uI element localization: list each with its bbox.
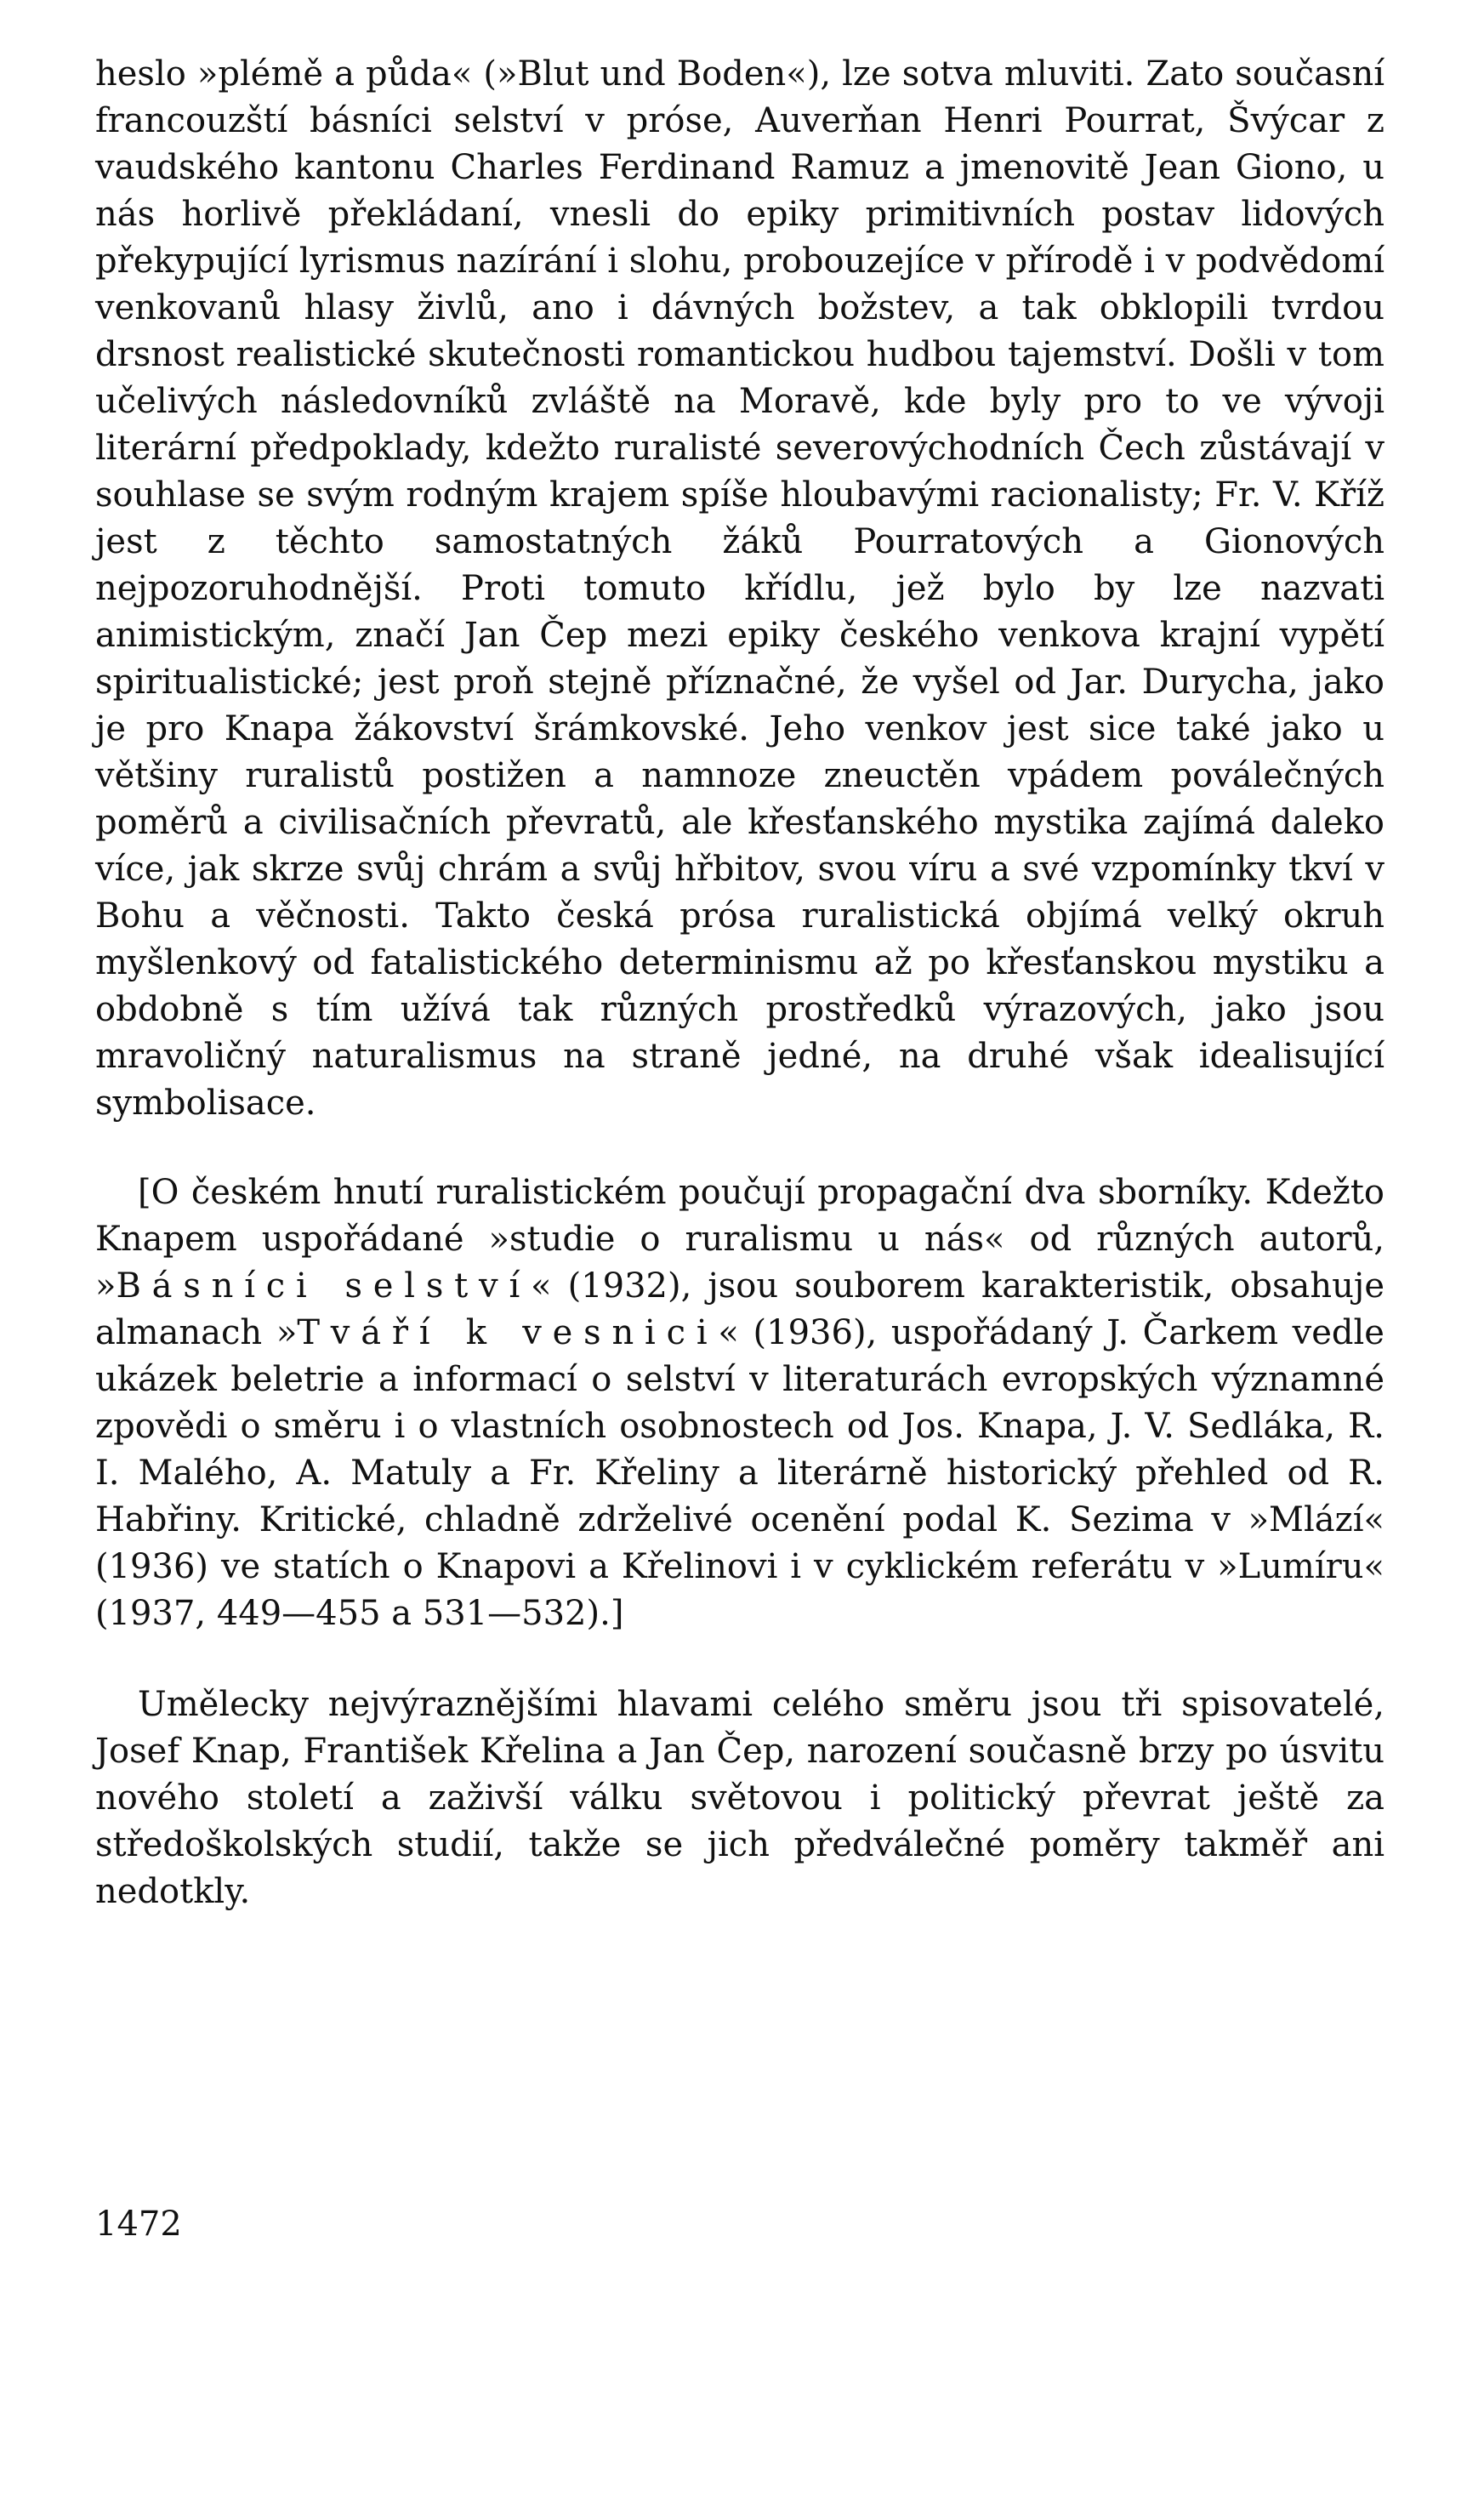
paragraph-bibliography-note — [95, 1169, 1384, 1637]
paragraph-three-writers: Umělecky nejvýraznějšími hlavami celého směru jsou tři spisovatelé, Josef Knap, František Křelina a Jan Čep, narození současně brzy po úsvitu nového století a zaživší válku světovou i politický převrat ještě za středoškolských studií, takže se jich předválečné poměry takměř ani nedotkly. — [95, 1685, 1384, 1911]
page-number: 1472 — [95, 2205, 182, 2244]
bibliography-text-part-2: « (1932), jsou souborem karakteristik, obsahuje almanach » — [95, 1266, 1384, 1352]
paragraph-ruralism-french-influence: heslo »plémě a půda« (»Blut und Boden«), lze sotva mluviti. Zato současní francouzští básníci selství v próse, Auverňan Henri Pourrat, Švýcar z vaudského kantonu Charles Ferdinand Ramuz a jmenovitě Jean Giono, u nás horlivě překládaní, vnesli do epiky primitivních postav lidových překypující lyrismus nazírání i slohu, probouzejíce v přírodě i v podvědomí venkovanů hlasy živlů, ano i dávných božstev, a tak obklopili tvrdou drsnost realistické skutečnosti romantickou hudbou tajemství. Došli v tom učelivých následovníků zvláště na Moravě, kde byly pro to ve vývoji literární předpoklady, kdežto ruralisté severovýchodních Čech zůstávají v souhlase se svým rodným krajem spíše hloubavými racionalisty; Fr. V. Kříž jest z těchto samostatných žáků Pourratových a Gionových nejpozoruhodnější. Proti tomuto křídlu, jež bylo by lze nazvati animistickým, značí Jan Čep mezi epiky českého venkova krajní vypětí spiritualistické; jest proň stejně příznačné, že vyšel od Jar. Durycha, jako je pro Knapa žákovství šrámkovské. Jeho venkov jest sice také jako u většiny ruralistů postižen a namnoze zneuctěn vpádem poválečných poměrů a civilisačních převratů, ale křesťanského mystika zajímá daleko více, jak skrze svůj chrám a svůj hřbitov, svou víru a své vzpomínky tkví v Bohu a věčnosti. Takto česká prósa ruralistická objímá velký okruh myšlenkový od fatalistického determinismu až po křesťanskou mystiku a obdobně s tím užívá tak různých prostředků výrazových, jako jsou mravoličný naturalismus na straně jedné, na druhé však idealisující symbolisace. — [95, 54, 1384, 1123]
bibliography-text-part-3: « (1936), uspořádaný J. Čarkem vedle ukázek beletrie a informací o selství v literaturách evropských významné zpovědi o směru i o vlastních osobnostech od Jos. Knapa, J. V. Sedláka, R. I. Malého, A. Matuly a Fr. Křeliny a literárně historický přehled od R. Habřiny. Kritické, chladně zdrželivé ocenění podal K. Sezima v »Mlází« (1936) ve statích o Knapovi a Křelinovi i v cyklickém referátu v »Lumíru« (1937, 449—455 a 531—532).] — [95, 1313, 1384, 1633]
text-column — [95, 51, 1384, 1915]
anthology-title-basnici-selstvi: Básníci selství — [116, 1266, 532, 1306]
almanac-title-tvari-k-vesnici: Tváří k vesnici — [297, 1313, 719, 1352]
bibliography-text-part-1: [O českém hnutí ruralistickém poučují propagační dva sborníky. Kdežto Knapem uspořádané »studie o ruralismu u nás« od různých autorů, » — [95, 1173, 1384, 1306]
